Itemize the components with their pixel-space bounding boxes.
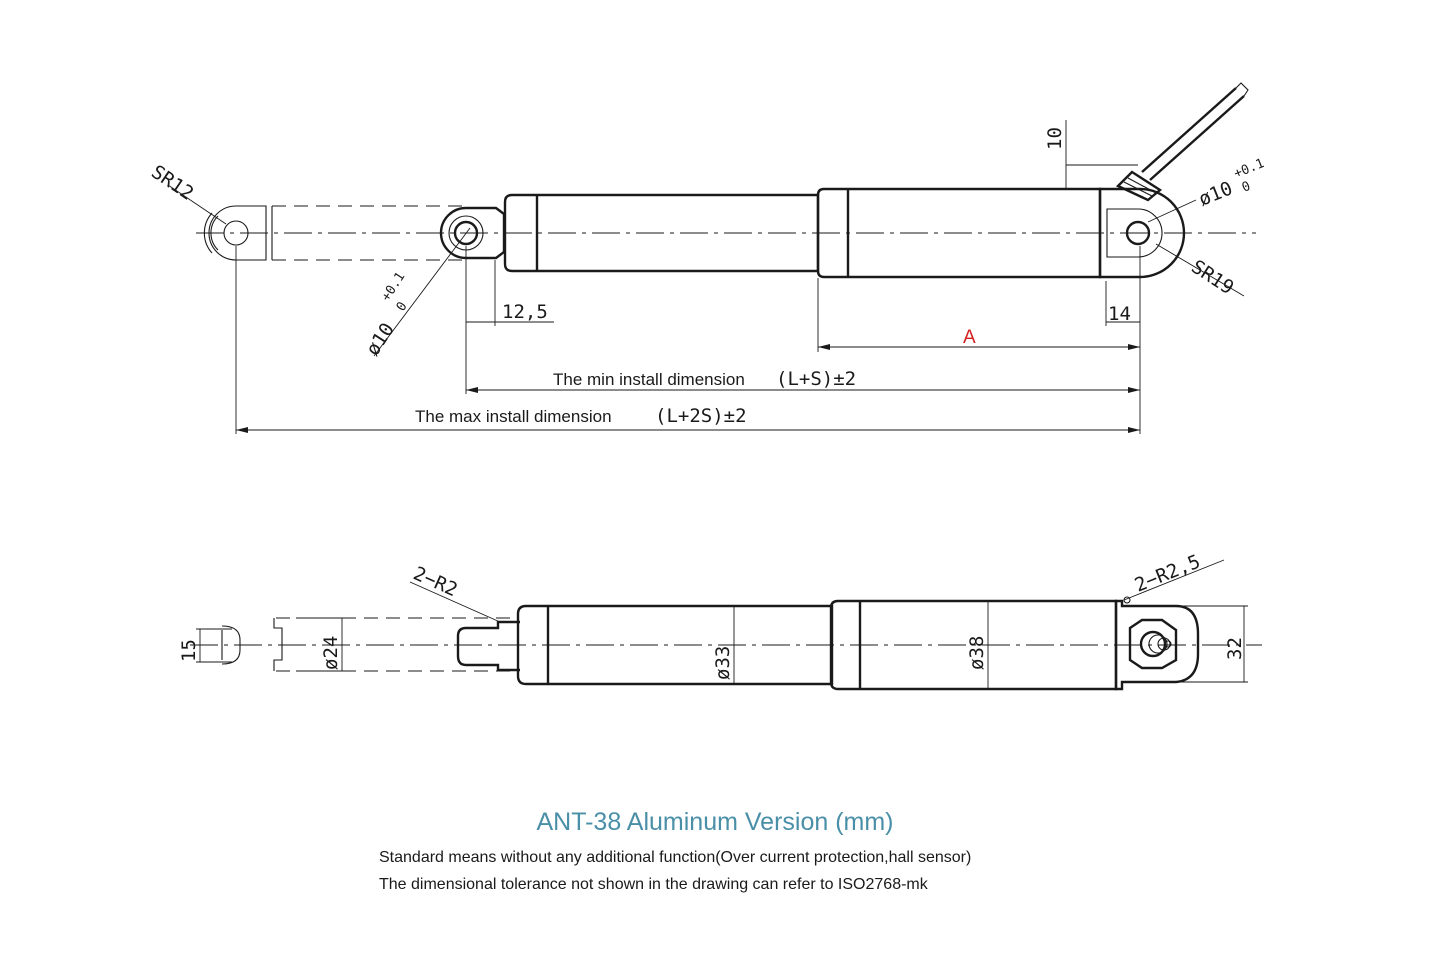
rear-dia-tol: +0.1 <box>1231 156 1267 182</box>
note-standard: Standard means without any additional function(Over current protection,hall sensor) <box>379 849 972 866</box>
cable-end <box>1236 83 1248 96</box>
dim-14 <box>1106 281 1140 326</box>
top-view <box>147 83 1266 434</box>
min-install-label: The min install dimension <box>553 370 745 389</box>
dim-32 <box>1176 606 1248 682</box>
max-install-formula: (L+2S)±2 <box>655 405 747 427</box>
dim-max-install <box>236 405 1140 433</box>
dim-r2 <box>410 562 500 622</box>
svg-text:ø10 <box>362 319 399 360</box>
front-dia-tol0: 0 <box>393 299 411 315</box>
side-front-tab <box>458 622 520 670</box>
dim-sr12 <box>147 161 226 224</box>
drawing-title: ANT-38 Aluminum Version (mm) <box>536 808 894 836</box>
side-view <box>178 551 1262 689</box>
dim-33-label: ø33 <box>712 645 734 680</box>
dim-r2-5 <box>1124 551 1224 603</box>
dim-15-label: 15 <box>178 639 200 662</box>
dim-front-hole <box>362 228 470 360</box>
front-dia-label: ø10 <box>361 318 399 360</box>
sr12-label: SR12 <box>147 160 198 205</box>
dim-12-5 <box>466 246 554 394</box>
dim-12-5-label: 12,5 <box>502 301 548 323</box>
dim-32-label: 32 <box>1224 637 1246 660</box>
sr19-label: SR19 <box>1187 255 1238 300</box>
dim-38-label: ø38 <box>966 635 988 670</box>
rear-dia-label: ø10 <box>1195 177 1236 211</box>
dim-min-install <box>466 368 1140 393</box>
dim-a-label: A <box>963 327 976 348</box>
dim-14-label: 14 <box>1108 303 1131 325</box>
dim-sr19 <box>1156 244 1244 299</box>
cable-line-b <box>1150 96 1244 180</box>
cable-line-a <box>1142 88 1236 172</box>
r2-label: 2−R2 <box>409 562 461 602</box>
rear-dia-tol0: 0 <box>1239 178 1253 196</box>
dim-a <box>818 278 1140 352</box>
cable-gland-nut <box>1130 620 1176 668</box>
max-install-label: The max install dimension <box>415 407 612 426</box>
dim-10-label: 10 <box>1044 127 1066 150</box>
dim-24-label: ø24 <box>320 635 342 670</box>
min-install-formula: (L+S)±2 <box>776 368 857 390</box>
note-tolerance: The dimensional tolerance not shown in the drawing can refer to ISO2768-mk <box>379 876 928 893</box>
r2-5-label: 2−R2,5 <box>1131 550 1204 597</box>
front-dia-tol: +0.1 <box>378 269 409 305</box>
